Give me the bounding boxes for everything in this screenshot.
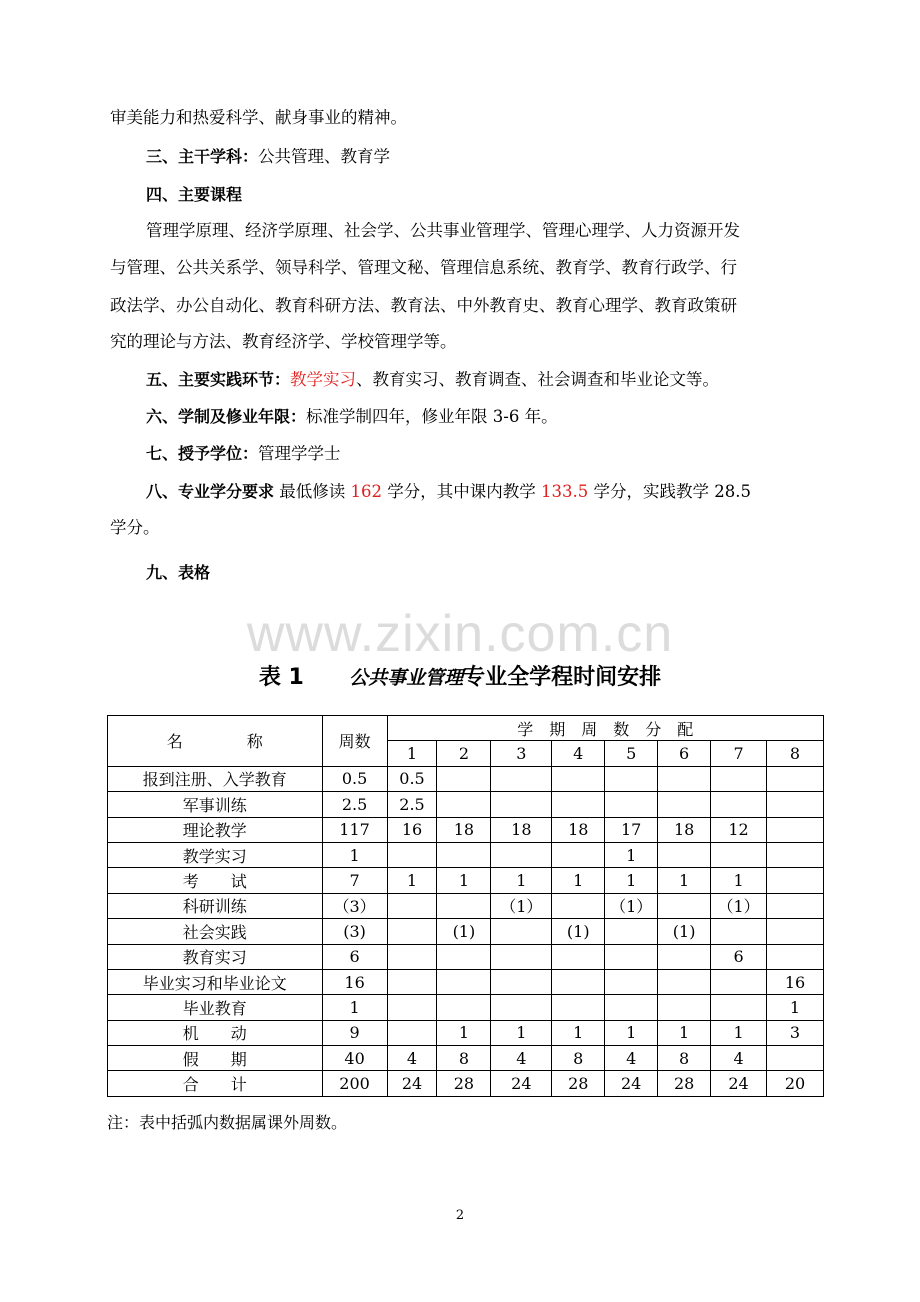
semester-cell [767, 766, 824, 791]
semester-cell [767, 868, 824, 893]
semester-cell: 18 [491, 817, 552, 842]
semester-cell: 6 [711, 944, 767, 969]
semester-cell: 1 [552, 1020, 605, 1045]
table-title-suffix: 专业全学程时间安排 [463, 665, 662, 690]
semester-cell: 8 [658, 1046, 711, 1071]
semester-cell [437, 766, 491, 791]
semester-cell: 4 [491, 1046, 552, 1071]
semester-cell [605, 995, 658, 1020]
section-3 [146, 146, 390, 168]
semester-cell [605, 766, 658, 791]
semester-cell [437, 792, 491, 817]
semester-cell [491, 792, 552, 817]
table-title-major: 公共事业管理 [349, 667, 464, 689]
table-row [108, 995, 824, 1020]
row-name-cell: 理论教学 [108, 817, 323, 842]
semester-cell [711, 969, 767, 994]
semester-header-cell: 2 [437, 741, 491, 766]
semester-header-cell: 6 [658, 741, 711, 766]
semester-cell [437, 893, 491, 918]
semester-cell [552, 969, 605, 994]
watermark: www.zixin.com.cn [246, 605, 674, 663]
semester-cell: (1) [437, 919, 491, 944]
table-row [108, 944, 824, 969]
table-row [108, 817, 824, 842]
semester-cell [658, 792, 711, 817]
semester-cell: （1） [491, 893, 552, 918]
row-weeks-cell: 1 [322, 995, 387, 1020]
semester-cell [552, 766, 605, 791]
semester-cell [437, 995, 491, 1020]
row-weeks-cell: 6 [322, 944, 387, 969]
section-8-heading: 八、专业学分要求 [146, 482, 275, 501]
semester-cell: 16 [767, 969, 824, 994]
row-name-cell: 假 期 [108, 1046, 323, 1071]
semester-cell [767, 792, 824, 817]
section-5 [146, 369, 719, 391]
header-weeks: 周数 [322, 716, 387, 767]
schedule-table [107, 715, 824, 1097]
row-name-cell: 军事训练 [108, 792, 323, 817]
row-name-cell: 教育实习 [108, 944, 323, 969]
semester-cell: (1) [552, 919, 605, 944]
table-row [108, 1046, 824, 1071]
semester-cell [605, 969, 658, 994]
semester-cell [605, 792, 658, 817]
semester-cell: 16 [387, 817, 437, 842]
semester-cell: 2.5 [387, 792, 437, 817]
semester-cell: 1 [711, 868, 767, 893]
semester-cell [491, 944, 552, 969]
semester-cell: 1 [767, 995, 824, 1020]
semester-cell [437, 842, 491, 867]
section-9-heading-text: 九、表格 [146, 563, 211, 582]
section-4-heading [146, 184, 242, 206]
semester-cell: 1 [552, 868, 605, 893]
semester-cell: 0.5 [387, 766, 437, 791]
row-name-cell: 社会实践 [108, 919, 323, 944]
table-row [108, 1071, 824, 1096]
semester-cell [767, 944, 824, 969]
semester-cell: 1 [605, 842, 658, 867]
min-credits-value: 162 [350, 482, 383, 501]
semester-cell: 3 [767, 1020, 824, 1045]
semester-header-cell: 4 [552, 741, 605, 766]
semester-cell: 1 [491, 868, 552, 893]
table-header-row [108, 716, 824, 741]
semester-cell [767, 817, 824, 842]
semester-cell [387, 893, 437, 918]
semester-header-cell: 5 [605, 741, 658, 766]
section-3-heading: 三、主干学科： [146, 147, 259, 166]
section-4-course-line: 政法学、办公自动化、教育科研方法、教育法、中外教育史、教育心理学、教育政策研 [110, 296, 737, 315]
table-row [108, 868, 824, 893]
row-name-cell: 科研训练 [108, 893, 323, 918]
semester-cell: 4 [387, 1046, 437, 1071]
semester-cell [552, 893, 605, 918]
section-8-text: 最低修读 [274, 482, 351, 501]
semester-cell: 24 [711, 1071, 767, 1096]
semester-cell: 24 [387, 1071, 437, 1096]
table-note: 注：表中括弧内数据属课外周数。 [107, 1113, 348, 1132]
semester-cell: 17 [605, 817, 658, 842]
semester-cell: 24 [491, 1071, 552, 1096]
row-weeks-cell: 9 [322, 1020, 387, 1045]
semester-cell [711, 995, 767, 1020]
semester-header-cell: 7 [711, 741, 767, 766]
semester-cell [711, 842, 767, 867]
semester-cell: 1 [437, 868, 491, 893]
section-3-text: 公共管理、教育学 [258, 147, 391, 166]
semester-header-cell: 3 [491, 741, 552, 766]
semester-cell [387, 969, 437, 994]
semester-header-cell: 8 [767, 741, 824, 766]
table-number: 表 1 [258, 665, 304, 690]
semester-cell [711, 919, 767, 944]
section-8-text: 学分，其中课内教学 [382, 482, 542, 501]
semester-cell [658, 893, 711, 918]
semester-cell [767, 1046, 824, 1071]
semester-cell [387, 919, 437, 944]
header-distribution: 学 期 周 数 分 配 [387, 716, 823, 741]
semester-cell: 1 [711, 1020, 767, 1045]
semester-cell: 28 [658, 1071, 711, 1096]
semester-cell: 8 [437, 1046, 491, 1071]
semester-cell [491, 842, 552, 867]
semester-cell: 1 [387, 868, 437, 893]
row-weeks-cell: 117 [322, 817, 387, 842]
in-class-credits-value: 133.5 [541, 482, 589, 501]
semester-cell: 1 [658, 1020, 711, 1045]
table-row [108, 893, 824, 918]
row-weeks-cell: 7 [322, 868, 387, 893]
section-6-text: 标准学制四年，修业年限 3-6 年。 [306, 407, 558, 426]
semester-cell: 1 [491, 1020, 552, 1045]
semester-cell [552, 792, 605, 817]
semester-cell [658, 944, 711, 969]
section-5-heading: 五、主要实践环节： [146, 370, 291, 389]
section-9-heading [146, 562, 210, 584]
semester-cell: 1 [605, 868, 658, 893]
semester-cell [767, 919, 824, 944]
section-8-line-2: 学分。 [110, 518, 160, 537]
semester-header-cell: 1 [387, 741, 437, 766]
table-row [108, 842, 824, 867]
semester-cell: 28 [437, 1071, 491, 1096]
table-row [108, 919, 824, 944]
semester-cell: 24 [605, 1071, 658, 1096]
table-row [108, 1020, 824, 1045]
section-7-heading: 七、授予学位： [146, 444, 259, 463]
section-6 [146, 406, 558, 428]
semester-cell [387, 842, 437, 867]
semester-cell [552, 995, 605, 1020]
section-5-text: 、教育实习、教育调查、社会调查和毕业论文等。 [356, 370, 720, 389]
row-weeks-cell: （3） [322, 893, 387, 918]
row-name-cell: 教学实习 [108, 842, 323, 867]
table-row [108, 969, 824, 994]
semester-cell [491, 919, 552, 944]
row-weeks-cell: 1 [322, 842, 387, 867]
semester-cell [767, 842, 824, 867]
semester-cell [605, 919, 658, 944]
row-weeks-cell: 2.5 [322, 792, 387, 817]
section-6-heading: 六、学制及修业年限： [146, 407, 307, 426]
semester-cell [491, 969, 552, 994]
section-4-course-line: 究的理论与方法、教育经济学、学校管理学等。 [110, 332, 457, 351]
semester-cell [552, 842, 605, 867]
semester-cell [552, 944, 605, 969]
section-5-highlight: 教学实习 [290, 370, 357, 389]
semester-cell: 18 [658, 817, 711, 842]
table-row [108, 766, 824, 791]
section-7 [146, 443, 341, 465]
semester-cell: 1 [437, 1020, 491, 1045]
section-8 [146, 481, 751, 503]
row-weeks-cell: 200 [322, 1071, 387, 1096]
semester-cell [658, 995, 711, 1020]
semester-cell: 20 [767, 1071, 824, 1096]
semester-cell: 28 [552, 1071, 605, 1096]
row-name-cell: 考 试 [108, 868, 323, 893]
row-weeks-cell: 16 [322, 969, 387, 994]
semester-cell [658, 842, 711, 867]
semester-cell [437, 944, 491, 969]
row-weeks-cell: 0.5 [322, 766, 387, 791]
semester-cell: 8 [552, 1046, 605, 1071]
semester-cell [605, 944, 658, 969]
semester-cell [491, 995, 552, 1020]
semester-cell [387, 995, 437, 1020]
section-8-text: 学分，实践教学 28.5 [588, 482, 751, 501]
table-title [0, 660, 920, 691]
row-name-cell: 报到注册、入学教育 [108, 766, 323, 791]
semester-cell: 18 [552, 817, 605, 842]
semester-cell [387, 944, 437, 969]
semester-cell [767, 893, 824, 918]
row-weeks-cell: 40 [322, 1046, 387, 1071]
semester-cell [437, 969, 491, 994]
semester-cell [658, 766, 711, 791]
semester-cell: （1） [605, 893, 658, 918]
section-4-course-line: 管理学原理、经济学原理、社会学、公共事业管理学、管理心理学、人力资源开发 [146, 221, 740, 240]
row-name-cell: 毕业实习和毕业论文 [108, 969, 323, 994]
semester-cell [387, 1020, 437, 1045]
row-name-cell: 毕业教育 [108, 995, 323, 1020]
semester-cell [711, 792, 767, 817]
table-row [108, 792, 824, 817]
semester-cell [491, 766, 552, 791]
page-number: 2 [455, 1208, 465, 1223]
row-weeks-cell: (3) [322, 919, 387, 944]
semester-cell: （1） [711, 893, 767, 918]
semester-cell: 4 [605, 1046, 658, 1071]
semester-cell: (1) [658, 919, 711, 944]
semester-cell [658, 969, 711, 994]
header-name: 名 称 [108, 716, 323, 767]
intro-paragraph-tail: 审美能力和热爱科学、献身事业的精神。 [110, 108, 407, 127]
semester-cell [711, 766, 767, 791]
section-4-course-line: 与管理、公共关系学、领导科学、管理文秘、管理信息系统、教育学、教育行政学、行 [110, 258, 737, 277]
semester-cell: 4 [711, 1046, 767, 1071]
semester-cell: 1 [605, 1020, 658, 1045]
row-name-cell: 合 计 [108, 1071, 323, 1096]
semester-cell: 12 [711, 817, 767, 842]
semester-cell: 18 [437, 817, 491, 842]
section-7-text: 管理学学士 [258, 444, 341, 463]
row-name-cell: 机 动 [108, 1020, 323, 1045]
semester-cell: 1 [658, 868, 711, 893]
section-4-heading-text: 四、主要课程 [146, 185, 243, 204]
